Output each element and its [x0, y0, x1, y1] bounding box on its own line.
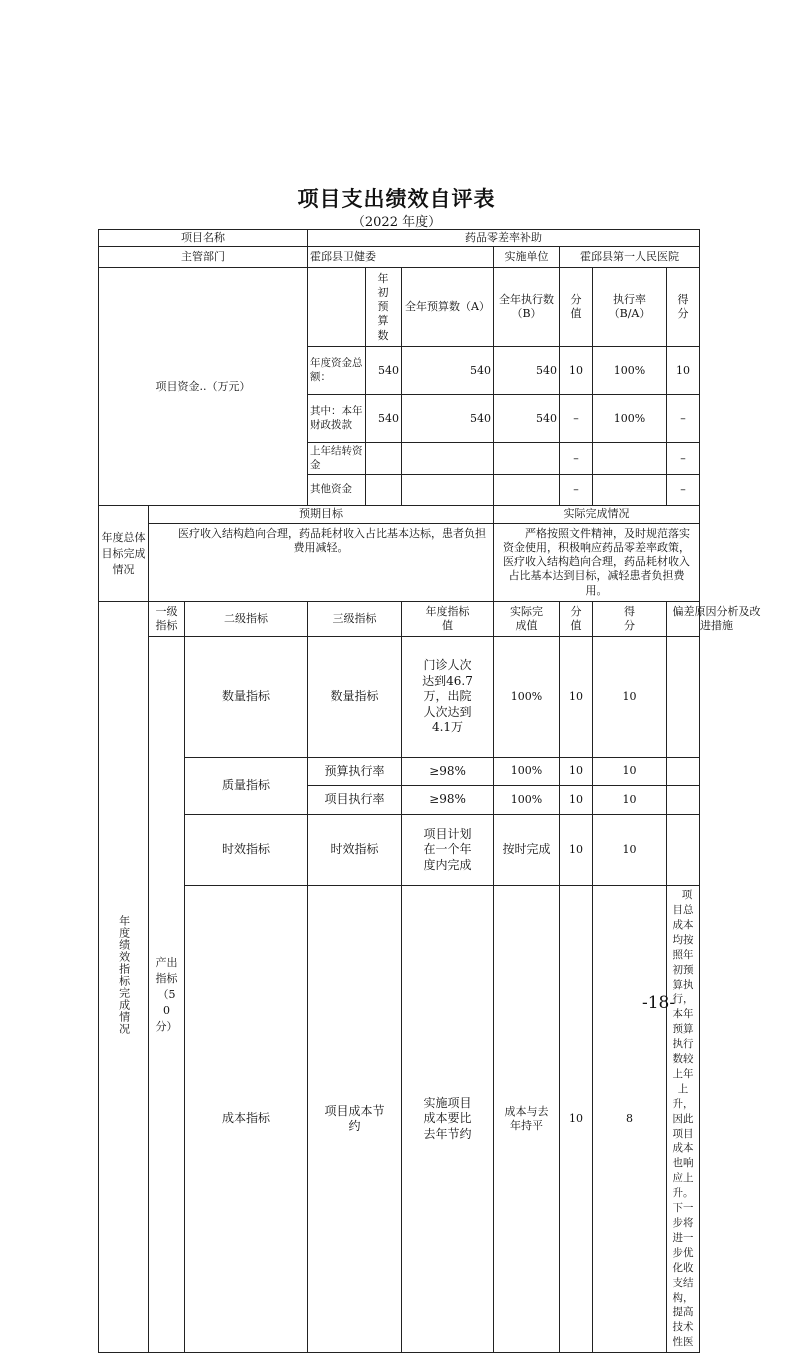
fund-row-exec — [494, 475, 560, 506]
goals-label-text: 年度总体目标完成情况 — [101, 530, 146, 576]
project-exec-l3: 项目执行率 — [308, 786, 402, 815]
row-fund-header — [99, 268, 700, 347]
self-evaluation-table — [98, 229, 761, 1353]
fund-row-full — [402, 475, 494, 506]
hdr-analysis — [667, 602, 761, 637]
indicator-row-quantity — [99, 637, 700, 758]
indicators-section-label-text: 年度绩效指标完成情况 — [117, 914, 131, 1035]
expected-goal-text: 医疗收入结构趋向合理，药品耗材收入占比基本达标，患者负担费用减轻。 — [149, 523, 494, 601]
row-indicator-header — [99, 602, 700, 637]
actual-result-label: 实际完成情况 — [494, 506, 700, 523]
fund-row-get: – — [667, 443, 700, 475]
row-department — [99, 247, 700, 268]
fund-row-score: – — [560, 475, 593, 506]
budget-exec-actual: 100% — [494, 758, 560, 786]
level1-output-text: 产出指标（50分） — [155, 955, 178, 1033]
goals-label — [99, 506, 149, 602]
fund-row-label: 其他资金 — [308, 475, 366, 506]
col-init-budget — [366, 268, 402, 347]
quantity-l2: 数量指标 — [185, 637, 308, 758]
budget-exec-get: 10 — [593, 758, 667, 786]
fund-row-init — [366, 475, 402, 506]
col-full-budget: 全年预算数（A） — [402, 268, 494, 347]
quantity-l3: 数量指标 — [308, 637, 402, 758]
fund-row-get: 10 — [667, 347, 700, 395]
fund-row-get: – — [667, 395, 700, 443]
cost-l3-text: 项目成本节约 — [324, 1103, 385, 1134]
fund-blank-header — [308, 268, 366, 347]
quantity-analysis — [667, 637, 700, 758]
cost-score: 10 — [560, 886, 593, 1353]
timeliness-l3: 时效指标 — [308, 815, 402, 886]
budget-exec-target: ≥98% — [402, 758, 494, 786]
quantity-get: 10 — [593, 637, 667, 758]
fund-label — [99, 268, 308, 506]
budget-exec-l3: 预算执行率 — [308, 758, 402, 786]
row-goals-header — [99, 506, 700, 523]
page-title: 项目支出绩效自评表 — [297, 187, 496, 211]
cost-target-text: 实施项目成本要比去年节约 — [423, 1095, 472, 1141]
fund-row-init: 540 — [366, 395, 402, 443]
indicator-row-cost — [99, 886, 700, 1353]
project-exec-score: 10 — [560, 786, 593, 815]
col-score — [560, 268, 593, 347]
col-exec: 全年执行数（B） — [494, 268, 560, 347]
unit-value: 霍邱县第一人民医院 — [560, 247, 700, 268]
row-goals-body — [99, 523, 700, 601]
indicator-row-budget-exec — [99, 758, 700, 786]
fund-label-text: 项目资金..（万元） — [155, 379, 251, 393]
hdr-get-text: 得分 — [624, 604, 636, 633]
dept-value: 霍邱县卫健委 — [308, 247, 494, 268]
fund-row-full: 540 — [402, 347, 494, 395]
cost-analysis: 项目总成本均按照年初预算执行，本年预算执行数较上年上升，因此项目成本也响应上升。下一步将进一步优化收支结构，提高技术性医 — [667, 886, 700, 1353]
actual-result-text: 严格按照文件精神，及时规范落实资金使用，积极响应药品零差率政策，医疗收入结构趋向合理，药品耗材收入占比基本达到目标，减轻患者负担费用。 — [494, 523, 700, 601]
hdr-analysis-text: 偏差原因分析及改进措施 — [672, 604, 761, 633]
hdr-level1-text: 一级指标 — [155, 604, 178, 633]
project-name-value: 药品零差率补助 — [308, 230, 700, 247]
fund-row-exec: 540 — [494, 347, 560, 395]
timeliness-get: 10 — [593, 815, 667, 886]
unit-label: 实施单位 — [494, 247, 560, 268]
hdr-level3: 三级指标 — [308, 602, 402, 637]
fund-row-label: 上年结转资金 — [308, 443, 366, 475]
fund-row-score: – — [560, 395, 593, 443]
hdr-level2: 二级指标 — [185, 602, 308, 637]
quantity-score: 10 — [560, 637, 593, 758]
fund-row-exec: 540 — [494, 395, 560, 443]
fund-row-init — [366, 443, 402, 475]
fund-row-score: 10 — [560, 347, 593, 395]
col-init-budget-text: 年初预算数 — [377, 271, 390, 342]
hdr-target-text: 年度指标值 — [425, 604, 470, 633]
cost-l2: 成本指标 — [185, 886, 308, 1353]
col-get — [667, 268, 700, 347]
fund-row-rate: 100% — [593, 347, 667, 395]
row-project-name — [99, 230, 700, 247]
quantity-actual: 100% — [494, 637, 560, 758]
hdr-level1 — [149, 602, 185, 637]
fund-row-label: 年度资金总额： — [308, 347, 366, 395]
fund-row-exec — [494, 443, 560, 475]
project-exec-actual: 100% — [494, 786, 560, 815]
cost-actual — [494, 886, 560, 1353]
fund-row-get: – — [667, 475, 700, 506]
budget-exec-score: 10 — [560, 758, 593, 786]
timeliness-target-text: 项目计划在一个年度内完成 — [423, 826, 472, 872]
indicator-row-timeliness — [99, 815, 700, 886]
timeliness-analysis — [667, 815, 700, 886]
col-rate: 执行率（B/A） — [593, 268, 667, 347]
quantity-target — [402, 637, 494, 758]
cost-get: 8 — [593, 886, 667, 1353]
cost-target — [402, 886, 494, 1353]
cost-l3 — [308, 886, 402, 1353]
quality-l2: 质量指标 — [185, 758, 308, 815]
hdr-score — [560, 602, 593, 637]
fund-row-rate — [593, 475, 667, 506]
timeliness-score: 10 — [560, 815, 593, 886]
hdr-get — [593, 602, 667, 637]
hdr-actual — [494, 602, 560, 637]
hdr-score-text: 分值 — [570, 604, 582, 633]
fund-row-rate — [593, 443, 667, 475]
hdr-target — [402, 602, 494, 637]
fund-row-full: 540 — [402, 395, 494, 443]
project-exec-analysis — [667, 786, 700, 815]
fund-row-score: – — [560, 443, 593, 475]
fund-row-label: 其中：本年财政拨款 — [308, 395, 366, 443]
col-score-text: 分值 — [570, 293, 582, 321]
timeliness-actual: 按时完成 — [494, 815, 560, 886]
indicators-section-label — [99, 602, 149, 1353]
hdr-actual-text: 实际完成值 — [510, 604, 544, 633]
dept-label: 主管部门 — [99, 247, 308, 268]
col-get-text: 得分 — [677, 293, 689, 321]
year-subtitle: （2022 年度） — [351, 215, 442, 230]
quantity-target-text: 门诊人次达到46.7万，出院人次达到4.1万 — [422, 658, 473, 735]
timeliness-l2: 时效指标 — [185, 815, 308, 886]
fund-row-rate: 100% — [593, 395, 667, 443]
fund-row-init: 540 — [366, 347, 402, 395]
cost-actual-text: 成本与去年持平 — [504, 1104, 549, 1133]
page-number: -18- — [642, 993, 676, 1013]
project-exec-target: ≥98% — [402, 786, 494, 815]
expected-goal-label: 预期目标 — [149, 506, 494, 523]
timeliness-target — [402, 815, 494, 886]
level1-output — [149, 637, 185, 1353]
budget-exec-analysis — [667, 758, 700, 786]
project-name-label: 项目名称 — [99, 230, 308, 247]
fund-row-full — [402, 443, 494, 475]
project-exec-get: 10 — [593, 786, 667, 815]
